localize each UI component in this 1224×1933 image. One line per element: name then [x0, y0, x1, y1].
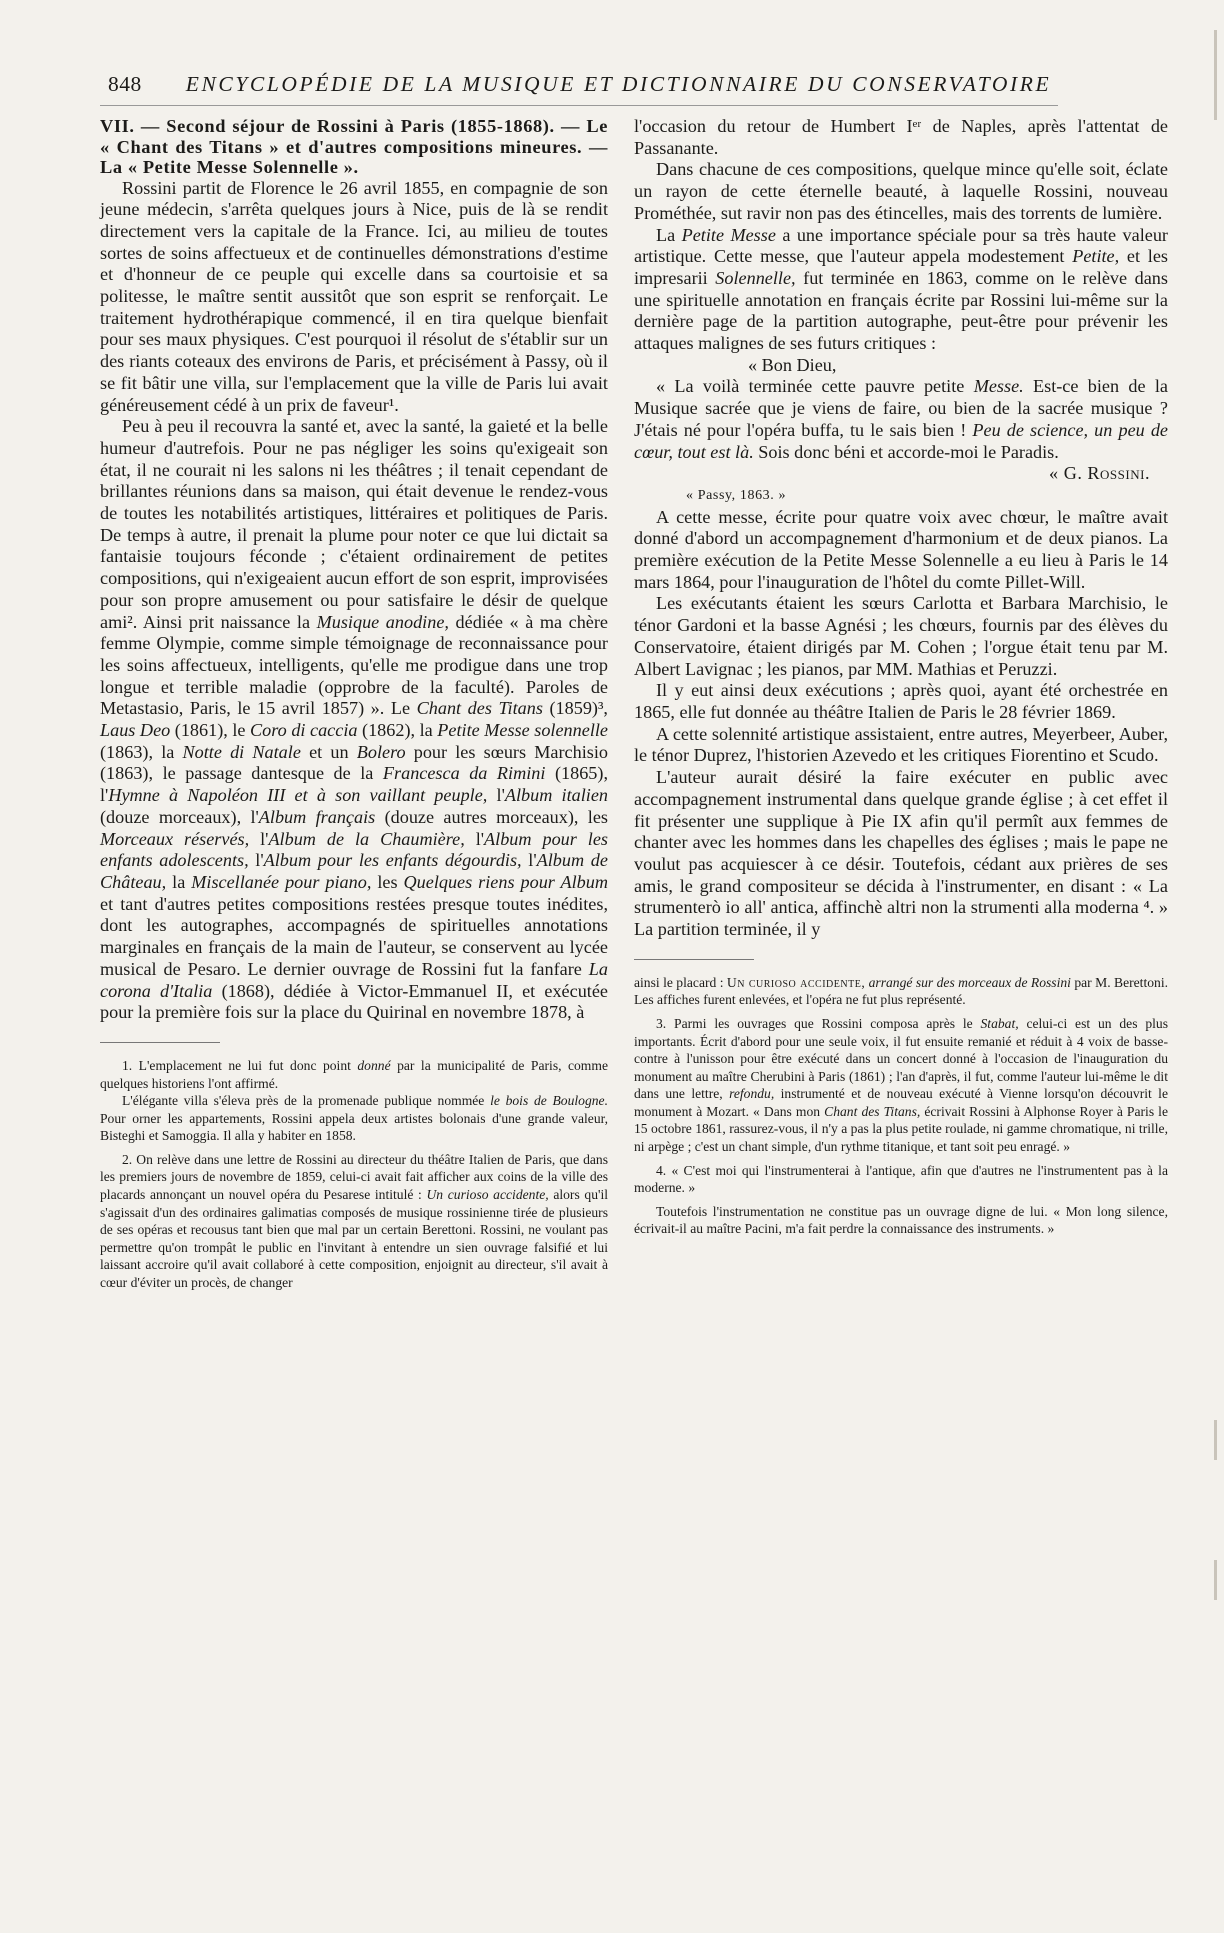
quote-date: « Passy, 1863. » — [686, 487, 787, 503]
running-head — [108, 72, 1058, 97]
paragraph: La Petite Messe a une importance spéciale pour sa très haute valeur artistique. Cette messe, que l'auteur appela modestement Petite, et les impresarii Solennelle, fut terminée en 1863, comme on le relève dans une spirituelle annotation en français écrite par Rossini lui-même sur la dernière page de la partition autographe, peut-être pour prévenir les attaques malignes de ses futurs critiques : — [634, 224, 1168, 354]
right-footnotes — [634, 974, 1168, 1238]
footnote-4: 4. « C'est moi qui l'instrumenterai à l'antique, afin que d'autres ne l'instrumentent pas à la moderne. » — [634, 1162, 1168, 1196]
right-column — [634, 116, 1168, 1238]
footnote-rule — [100, 1042, 220, 1043]
footnote-2: 2. On relève dans une lettre de Rossini au directeur du théâtre Italien de Paris, que dans les premiers jours de novembre de 1859, celui-ci avait fait afficher aux coins de la ville des placards annonçant un nouvel opéra du Pesarese intitulé : Un curioso accidente, alors qu'il s'agissait d'un des ordinaires galimatias composés de musique rossinienne tirée de plusieurs de ses opéras et recousus tant bien que mal par un certain Berettoni. Rossini, ne voulant pas permettre qu'on trompât le public en l'invitant à entendre un sien ouvrage falsifié et lui laissant accroire qu'il avait collaboré à cette composition, enjoignit au directeur, s'il avait à cœur d'éviter un procès, de changer — [100, 1151, 608, 1291]
rossini-quote: « La voilà terminée cette pauvre petite Messe. Est-ce bien de la Musique sacrée que je viens de faire, ou bien de la sacrée musique ? J'étais né pour l'opéra buffa, tu le sais bien ! Peu de science, un peu de cœur, tout est là. Sois donc béni et accorde-moi le Paradis. — [634, 376, 1168, 462]
header-rule — [100, 105, 1058, 106]
paragraph: Dans chacune de ces compositions, quelque mince qu'elle soit, éclate un rayon de cette éternelle beauté, à laquelle Rossini, nouveau Prométhée, sut ravir non pas des étincelles, mais des torrents de lumière. — [634, 159, 1168, 223]
quote-signature: « G. Rossini. — [1049, 463, 1150, 484]
paragraph: Rossini partit de Florence le 26 avril 1855, en compagnie de son jeune médecin, s'arrêta quelques jours à Nice, puis de là se rendit directement vers la capitale de la France. Ici, au milieu de toutes sortes de soins affectueux et de continuelles démonstrations d'estime et d'honneur de ce peuple qui excelle dans sa courtoisie et sa politesse, le maître sentit aussitôt que son esprit se renforçait. Le traitement hydrothérapique commencé, il en tira quelque bienfait pour ses maux physiques. C'est pourquoi il résolut de s'établir sur un des riants coteaux des environs de Paris, et précisément à Passy, où il se fit bâtir une villa, sur l'emplacement que la ville de Paris lui avait généreusement cédé à un prix de faveur¹. — [100, 177, 608, 415]
paragraph: A cette solennité artistique assistaient, entre autres, Meyerbeer, Auber, le ténor Duprez, l'historien Azevedo et les critiques Fiorentino et Scudo. — [634, 723, 1168, 766]
paragraph: Peu à peu il recouvra la santé et, avec la santé, la gaieté et la belle humeur d'autrefois. Pour ne pas négliger les soins qu'exigeait son état, il ne courait ni les salons ni les théâtres ; il tenait cependant de brillantes réunions dans sa maison, qui était devenue le rendez-vous de toutes les notabilités artistiques, littéraires et politiques de Paris. De temps à autre, il prenait la plume pour noter ce que lui dictait sa fantaisie toujours féconde ; c'étaient ordinairement de petites compositions, qui n'exigeaient aucun effort de son esprit, improvisées pour son propre amusement ou pour satisfaire le désir de quelque ami². Ainsi prit naissance la Musique anodine, dédiée « à ma chère femme Olympie, comme simple témoignage de reconnaissance pour les soins affectueux, intelligents, qu'elle me prodigue dans une trop longue et terrible maladie (opprobre de la faculté). Paroles de Metastasio, Paris, le 15 avril 1857) ». Le Chant des Titans (1859)³, Laus Deo (1861), le Coro di caccia (1862), la Petite Messe solennelle (1863), la Notte di Natale et un Bolero pour les sœurs Marchisio (1863), le passage dantesque de la Francesca da Rimini (1865), l'Hymne à Napoléon III et à son vaillant peuple, l'Album italien (douze morceaux), l'Album français (douze autres morceaux), les Morceaux réservés, l'Album de la Chaumière, l'Album pour les enfants adolescents, l'Album pour les enfants dégourdis, l'Album de Château, la Miscellanée pour piano, les Quelques riens pour Album et tant d'autres petites compositions restées presque toutes inédites, dont les autographes, accompagnés de spirituelles annotations marginales en français de la main de l'auteur, se conservent au lycée musical de Pesaro. Le dernier ouvrage de Rossini fut la fanfare La corona d'Italia (1868), dédiée à Victor-Emmanuel II, et exécutée pour la première fois sur la place du Quirinal en novembre 1878, à — [100, 416, 609, 1023]
scan-edge-mark — [1214, 1560, 1217, 1600]
footnote-1-continued: L'élégante villa s'éleva près de la promenade publique nommée le bois de Boulogne. Pour orner les appartements, Rossini appela deux artistes bolonais d'une grande valeur, Bisteghi et Samoggia. Il alla y habiter en 1858. — [100, 1093, 608, 1144]
footnote-1: 1. L'emplacement ne lui fut donc point donné par la municipalité de Paris, comme quelques historiens l'ont affirmé. — [100, 1057, 608, 1091]
footnote-2-continued: ainsi le placard : Un curioso accidente, arrangé sur des morceaux de Rossini par M. Berettoni. Les affiches furent enlevées, et l'opéra ne fut plus représenté. — [634, 974, 1168, 1008]
paragraph: Les exécutants étaient les sœurs Carlotta et Barbara Marchisio, le ténor Gardoni et la basse Agnési ; les chœurs, fournis par des élèves du Conservatoire, étaient dirigés par M. Cohen ; l'orgue était tenu par M. Albert Lavignac ; les pianos, par MM. Mathias et Peruzzi. — [634, 593, 1168, 679]
footnote-4-continued: Toutefois l'instrumentation ne constitue pas un ouvrage digne de lui. « Mon long silence, écrivait-il au maître Pacini, m'a fait perdre la connaissance des instruments. » — [634, 1203, 1168, 1237]
page-number: 848 — [108, 72, 142, 96]
section-title: VII. — Second séjour de Rossini à Paris (1855-1868). — Le « Chant des Titans » et d'autres compositions mineures. — La « Petite Messe Solennelle ». — [100, 116, 608, 177]
running-title: ENCYCLOPÉDIE DE LA MUSIQUE ET DICTIONNAIRE DU CONSERVATOIRE — [185, 72, 1052, 96]
left-column — [100, 116, 608, 1292]
footnote-rule — [634, 959, 754, 960]
paragraph: Il y eut ainsi deux exécutions ; après quoi, ayant été orchestrée en 1865, elle fut donnée au théâtre Italien de Paris le 28 février 1869. — [634, 680, 1168, 722]
scan-edge-mark — [1214, 30, 1217, 120]
paragraph: l'occasion du retour de Humbert Iᵉʳ de Naples, après l'attentat de Passanante. — [634, 116, 1168, 158]
left-footnotes — [100, 1057, 608, 1292]
paragraph: A cette messe, écrite pour quatre voix avec chœur, le maître avait donné d'abord un accompagnement d'harmonium et de deux pianos. La première exécution de la Petite Messe Solennelle a eu lieu à Paris le 14 mars 1864, pour l'inauguration de l'hôtel du comte Pillet-Will. — [634, 506, 1168, 592]
paragraph: L'auteur aurait désiré la faire exécuter en public avec accompagnement instrumental dans quelque grande église ; à cet effet il fit présenter une supplique à Pie IX afin qu'il permît aux femmes de chanter avec les hommes dans les chapelles des églises ; mais le pape ne voulut pas acquiescer à ce désir. Toutefois, cédant aux prières de ses amis, le grand compositeur se décida à l'instrumenter, en disant : « La strumenterò io all' antica, affinchè altri non la strumenti alla moderna ⁴. » La partition terminée, il y — [634, 767, 1168, 940]
quote-opening: « Bon Dieu, — [748, 354, 837, 375]
scan-edge-mark — [1214, 1420, 1217, 1460]
footnote-3: 3. Parmi les ouvrages que Rossini composa après le Stabat, celui-ci est un des plus importants. Écrit d'abord pour une seule voix, il fut ensuite remanié et réduit à 4 voix de basse-contre à l'unisson pour être exécuté dans un concert donné à l'occasion de l'inauguration du monument au maître Cherubini à Paris (1861) ; l'an d'après, il fut, comme l'auteur lui-même le dit dans une lettre, refondu, instrumenté et de nouveau exécuté à Vienne lorsqu'on découvrit le monument à Mozart. « Dans mon Chant des Titans, écrivait Rossini à Alphonse Royer à Paris le 15 octobre 1861, rassurez-vous, il n'y a pas la plus petite roulade, ni gamme chromatique, ni trille, ni arpège ; c'est un chant simple, d'un rythme titanique, et tant soit peu enragé. » — [634, 1015, 1168, 1155]
